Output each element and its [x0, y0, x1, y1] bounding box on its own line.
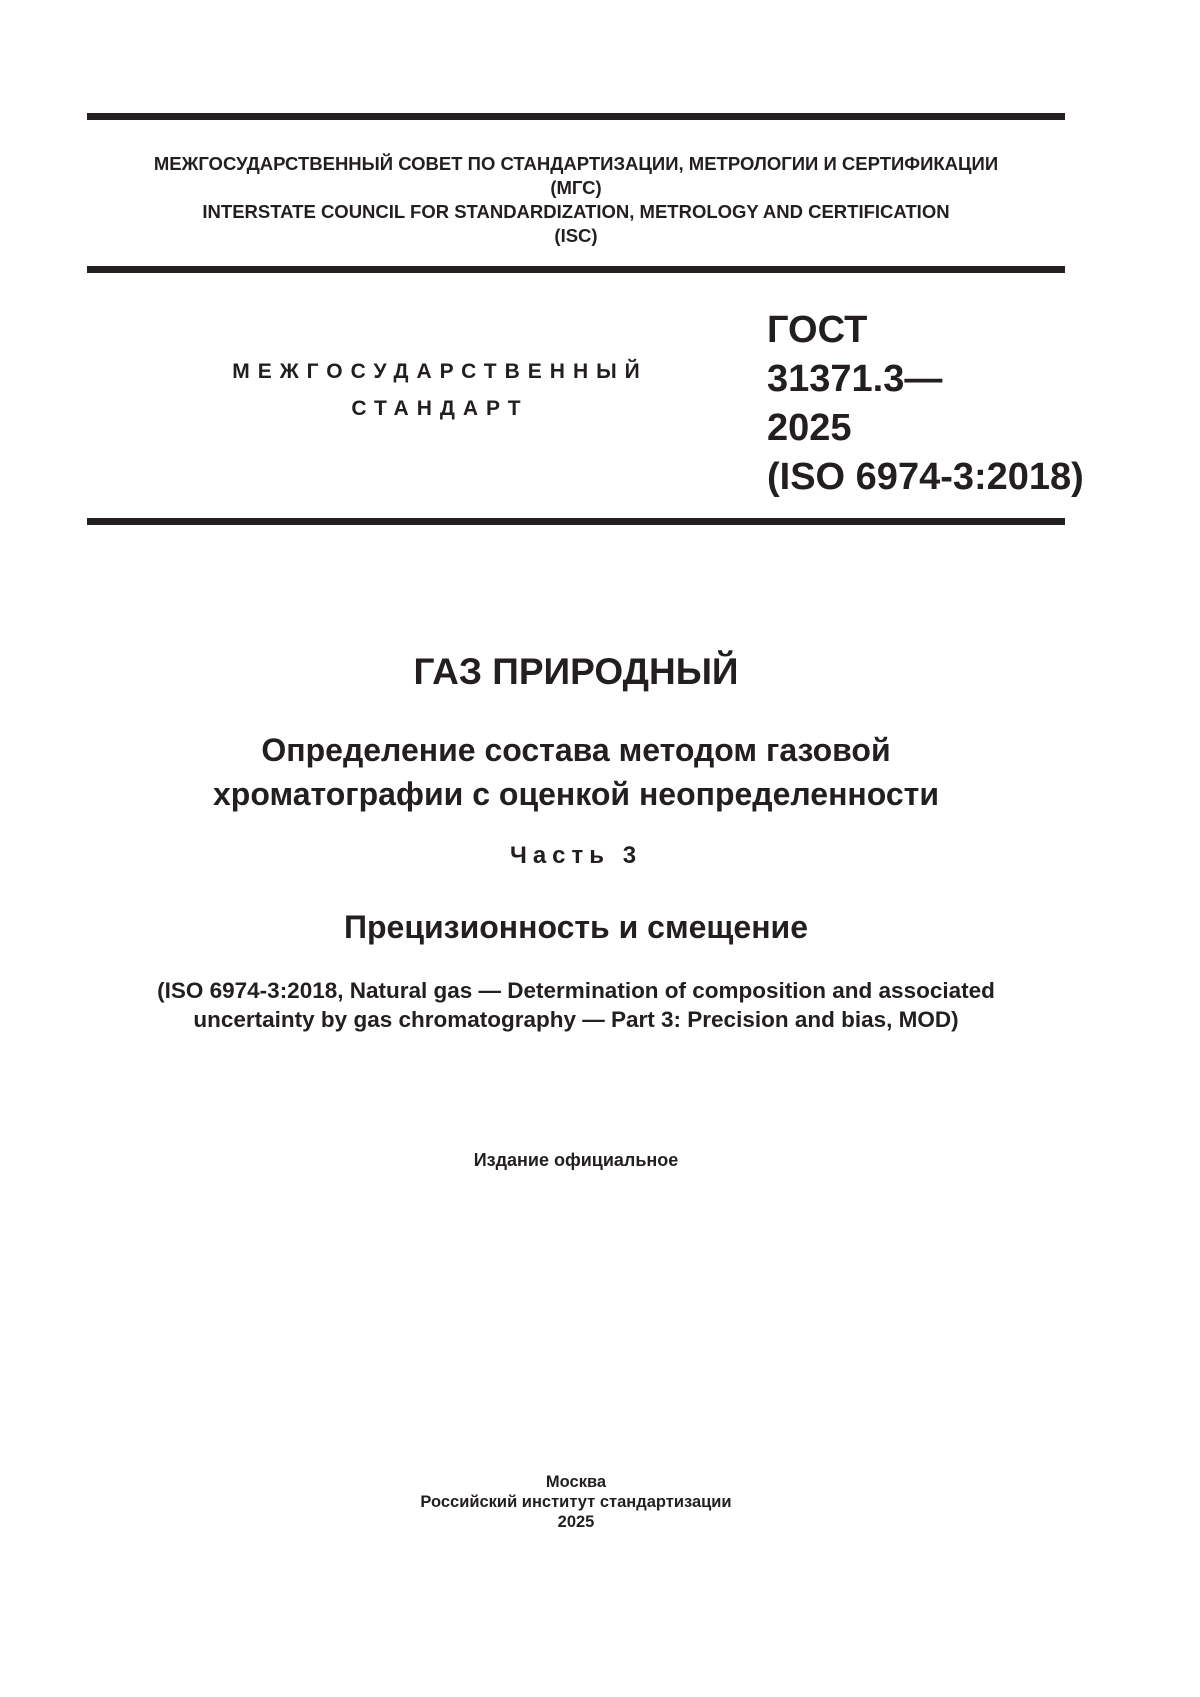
gost-year: 2025	[767, 407, 852, 449]
subtitle-line1: Определение состава методом газовой	[261, 732, 891, 768]
standard-type-label	[150, 353, 730, 427]
gost-designation	[767, 306, 1084, 502]
top-rule	[87, 113, 1065, 120]
gost-prefix: ГОСТ	[767, 309, 868, 351]
iso-reference-line1: (ISO 6974-3:2018, Natural gas — Determination of composition and associated	[157, 978, 995, 1003]
publication-footer	[87, 1472, 1065, 1532]
gost-iso-ref: (ISO 6974-3:2018)	[767, 456, 1084, 498]
document-title: ГАЗ ПРИРОДНЫЙ	[413, 651, 739, 692]
designation-bottom-rule	[87, 518, 1065, 525]
iso-reference	[87, 976, 1065, 1034]
council-block	[87, 152, 1065, 248]
part-title: Прецизионность и смещение	[343, 909, 809, 945]
council-abbr-ru: (МГС)	[550, 177, 602, 198]
edition-label: Издание официальное	[473, 1150, 679, 1170]
footer-city: Москва	[545, 1473, 607, 1491]
council-name-en: INTERSTATE COUNCIL FOR STANDARDIZATION, METROLOGY AND CERTIFICATION	[202, 201, 950, 222]
council-name-ru: МЕЖГОСУДАРСТВЕННЫЙ СОВЕТ ПО СТАНДАРТИЗАЦИИ, МЕТРОЛОГИИ И СЕРТИФИКАЦИИ	[153, 153, 999, 174]
part-number: Часть 3	[509, 842, 643, 869]
council-abbr-en: (ISC)	[554, 225, 598, 246]
footer-year: 2025	[557, 1513, 595, 1531]
standard-type-line2: СТАНДАРТ	[351, 397, 529, 420]
footer-publisher: Российский институт стандартизации	[420, 1493, 732, 1511]
subtitle-line2: хроматографии с оценкой неопределенности	[212, 776, 940, 812]
standard-type-line1: МЕЖГОСУДАРСТВЕННЫЙ	[232, 360, 648, 383]
iso-reference-line2: uncertainty by gas chromatography — Part 3: Precision and bias, MOD)	[193, 1007, 959, 1032]
document-subtitle	[87, 728, 1065, 816]
council-bottom-rule	[87, 266, 1065, 273]
gost-number: 31371.3—	[767, 358, 943, 400]
